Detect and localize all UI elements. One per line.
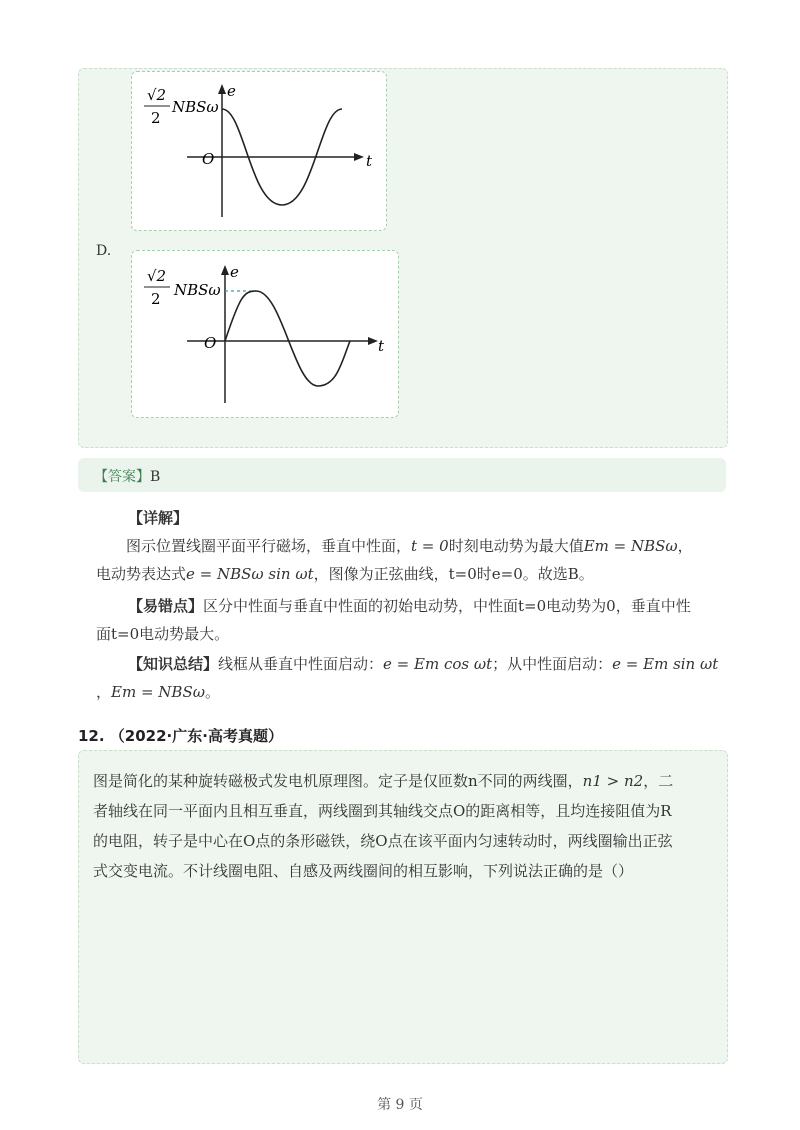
summary-line-2: ，Em = NBSω。 [96,683,220,701]
detail-line-2: 电动势表达式e = NBSω sin ωt，图像为正弦曲线，t=0时e=0。故选B。 [96,565,594,583]
question-title: 12. （2022·广东·高考真题） [78,727,283,745]
sine-curve [225,291,350,386]
amp-numerator: √2 [147,267,167,285]
answer-text [94,466,160,486]
question-box [78,750,728,1064]
y-axis-label: e [227,82,236,100]
error-line-1: 【易错点】区分中性面与垂直中性面的初始电动势，中性面t=0电动势为0，垂直中性 [128,597,691,615]
question-line-2: 者轴线在同一平面内且相互垂直，两线圈到其轴线交点O的距离相等，且均连接阻值为R [93,802,672,820]
option-d-chart [132,251,398,417]
option-d-label: D. [96,243,112,259]
detail-line-1: 图示位置线圈平面平行磁场，垂直中性面，t = 0时刻电动势为最大值Em = NBSω， [126,537,693,555]
detail-heading: 【详解】 [128,509,189,527]
amp-symbol: NBSω [174,281,221,299]
page-number: 第 9 页 [377,1097,423,1113]
options-box [78,68,728,448]
answer-tag: 【答案】 [94,469,150,485]
question-line-3: 的电阻，转子是中心在O点的条形磁铁，绕O点在该平面内匀速转动时，两线圈输出正弦 [93,832,673,850]
y-axis-label: e [230,263,239,281]
question-line-1: 图是简化的某种旋转磁极式发电机原理图。定子是仅匝数n不同的两线圈，n1 > n2，二 [93,772,674,790]
x-axis-label: t [378,337,385,355]
y-axis-arrow [221,265,229,275]
option-c-chart [132,72,386,230]
y-axis-arrow [218,84,226,94]
answer-value: B [150,469,161,485]
amp-denominator: 2 [151,290,161,308]
amp-symbol: NBSω [172,98,219,116]
x-axis-arrow [354,153,364,161]
summary-line-1: 【知识总结】线框从垂直中性面启动：e = Em cos ωt；从中性面启动：e = Em sin ωt [128,655,719,673]
x-axis-label: t [366,152,373,170]
origin-label: O [204,334,217,352]
x-axis-arrow [368,337,378,345]
question-text [93,766,711,886]
option-c-graph [131,71,387,231]
amp-denominator: 2 [151,109,161,127]
question-line-4: 式交变电流。不计线圈电阻、自感及两线圈间的相互影响，下列说法正确的是（） [93,862,634,880]
origin-label: O [202,150,215,168]
amp-numerator: √2 [147,86,167,104]
error-line-2: 面t=0电动势最大。 [96,625,230,643]
answer-bar [78,458,726,492]
option-d-graph [131,250,399,418]
